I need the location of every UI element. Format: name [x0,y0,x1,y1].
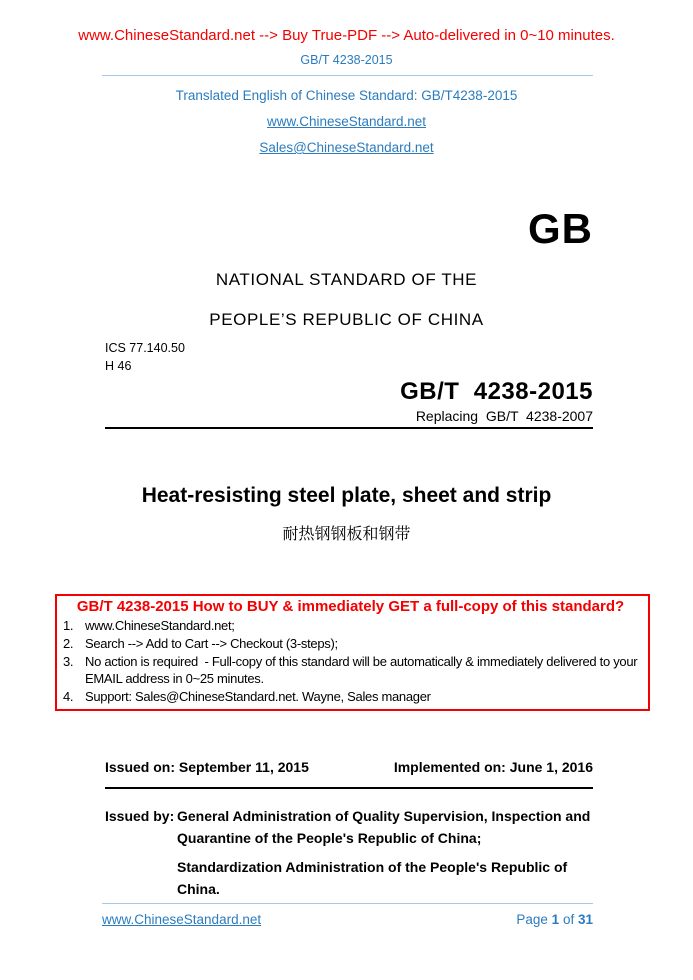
page-indicator [516,912,593,928]
classification-code: H 46 [105,359,132,373]
buy-step-3-number: 3. [63,654,74,669]
issuer-primary-row [105,805,593,849]
buy-step-3-text: No action is required - Full-copy of this standard will be automatically & immediately delivered to your EMAIL address in 0~25 minutes. [85,654,638,686]
issuer-secondary: Standardization Administration of the People's Republic of China. [177,859,568,897]
classification-block [105,339,593,375]
buy-step-4-number: 4. [63,689,74,704]
standard-code-header: GB/T 4238-2015 [300,53,393,67]
page-number: 1 [551,912,560,927]
ics-code: ICS 77.140.50 [105,341,185,355]
replacing-note: Replacing GB/T 4238-2007 [415,408,593,424]
issued-date: Issued on: September 11, 2015 [105,759,309,775]
national-standard-line2: PEOPLE’S REPUBLIC OF CHINA [209,310,484,329]
page-of-label: of [562,912,575,927]
buy-step-4-text: Support: Sales@ChineseStandard.net. Wayne, Sales manager [85,689,431,704]
standard-code-main: GB/T 4238-2015 [400,378,593,405]
issuer-block [105,805,593,900]
national-standard-line1: NATIONAL STANDARD OF THE [215,270,478,289]
document-title-en: Heat-resisting steel plate, sheet and strip [141,484,552,507]
footer-site-link[interactable]: www.ChineseStandard.net [102,912,262,927]
site-link[interactable]: www.ChineseStandard.net [266,114,427,129]
buy-step-1 [61,617,640,634]
translated-title: Translated English of Chinese Standard: GB/T4238-2015 [175,88,518,103]
sales-link-row [0,140,693,156]
header-divider [102,75,593,76]
issued-by-label: Issued by: [105,808,175,824]
gb-logo: GB [528,205,593,252]
page-footer [102,903,593,928]
buy-step-4 [61,688,640,705]
buy-step-2 [61,635,640,652]
buy-step-3 [61,653,640,687]
document-title-zh: 耐热钢钢板和钢带 [282,526,411,543]
page-label: Page [516,912,548,927]
buy-box-title: GB/T 4238-2015 How to BUY & immediately GET a full-copy of this standard? [76,598,625,615]
buy-step-2-number: 2. [63,636,74,651]
page-total: 31 [577,912,593,927]
buy-step-2-text: Search --> Add to Cart --> Checkout (3-steps); [85,636,338,651]
replacing-rule [105,408,593,429]
dates-row [105,759,593,789]
buy-step-1-text: www.ChineseStandard.net; [85,618,235,633]
buy-box [55,594,650,711]
sales-email-link[interactable]: Sales@ChineseStandard.net [259,140,434,155]
buy-step-1-number: 1. [63,618,74,633]
promo-banner: www.ChineseStandard.net --> Buy True-PDF --> Auto-delivered in 0~10 minutes. [78,27,615,44]
implemented-date: Implemented on: June 1, 2016 [393,759,593,775]
site-link-row [0,114,693,130]
issuer-primary: General Administration of Quality Supervision, Inspection and Quarantine of the People's Republic of China; [177,808,591,846]
